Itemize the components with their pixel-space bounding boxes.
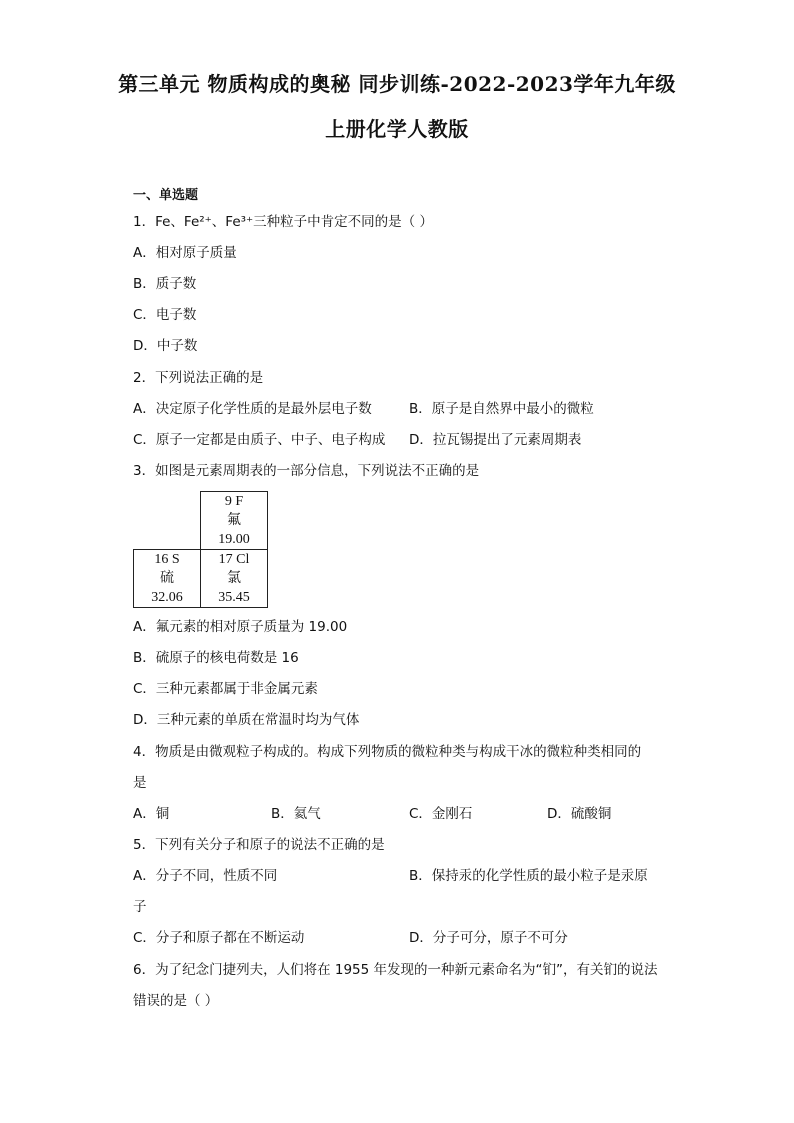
question-5-option-b-wrap: 子 [133,899,147,915]
chlorine-mass: 35.45 [218,590,250,605]
question-2-option-d: D．拉瓦锡提出了元素周期表 [409,432,582,448]
question-6-stem-line-2: 错误的是（ ） [133,993,219,1009]
question-4-stem-line-1: 4．物质是由微观粒子构成的。构成下列物质的微粒种类与构成干冰的微粒种类相同的 [133,744,642,760]
question-4-option-d: D．硫酸铜 [547,806,612,822]
question-1-option-c: C．电子数 [133,307,197,323]
question-3-stem: 3．如图是元素周期表的一部分信息，下列说法不正确的是 [133,463,480,479]
question-2-option-b: B．原子是自然界中最小的微粒 [409,401,594,417]
question-1-stem: 1．Fe、Fe²⁺、Fe³⁺三种粒子中肯定不同的是（ ） [133,214,433,230]
chlorine-name: 氯 [227,571,241,586]
question-4-stem-line-2: 是 [133,775,147,791]
sulfur-number-symbol: 16 S [154,552,180,567]
empty-cell [134,492,201,550]
document-title-line-1: 第三单元 物质构成的奥秘 同步训练-2022-2023学年九年级 [118,72,676,96]
question-5-option-a: A．分子不同，性质不同 [133,868,278,884]
question-1-option-d: D．中子数 [133,338,198,354]
question-5-option-c: C．分子和原子都在不断运动 [133,930,305,946]
chlorine-number-symbol: 17 Cl [218,552,250,567]
element-cell-fluorine [201,492,268,550]
element-cell-chlorine [201,550,268,608]
document-title-line-2: 上册化学人教版 [325,117,469,141]
question-5-option-d: D．分子可分，原子不可分 [409,930,568,946]
question-5-stem: 5．下列有关分子和原子的说法不正确的是 [133,837,385,853]
question-2-option-c: C．原子一定都是由质子、中子、电子构成 [133,432,386,448]
question-5-option-b: B．保持汞的化学性质的最小粒子是汞原 [409,868,648,884]
fluorine-mass: 19.00 [218,532,250,547]
sulfur-mass: 32.06 [151,590,183,605]
question-2-stem: 2．下列说法正确的是 [133,370,264,386]
element-cell-sulfur [134,550,201,608]
question-3-option-d: D．三种元素的单质在常温时均为气体 [133,712,360,728]
question-1-option-a: A．相对原子质量 [133,245,237,261]
section-heading: 一、单选题 [133,188,199,203]
periodic-table-excerpt [133,491,268,608]
question-4-option-a: A．铜 [133,806,170,822]
question-2-option-a: A．决定原子化学性质的是最外层电子数 [133,401,372,417]
fluorine-name: 氟 [227,513,241,528]
sulfur-name: 硫 [160,571,174,586]
fluorine-number-symbol: 9 F [224,494,244,509]
question-3-option-c: C．三种元素都属于非金属元素 [133,681,318,697]
question-4-option-b: B．氦气 [271,806,321,822]
question-3-option-a: A．氟元素的相对原子质量为 19.00 [133,619,348,635]
question-1-option-b: B．质子数 [133,276,197,292]
question-4-option-c: C．金刚石 [409,806,473,822]
question-6-stem-line-1: 6．为了纪念门捷列夫，人们将在 1955 年发现的一种新元素命名为“钔”，有关钔的说法 [133,962,658,978]
question-3-option-b: B．硫原子的核电荷数是 16 [133,650,299,666]
